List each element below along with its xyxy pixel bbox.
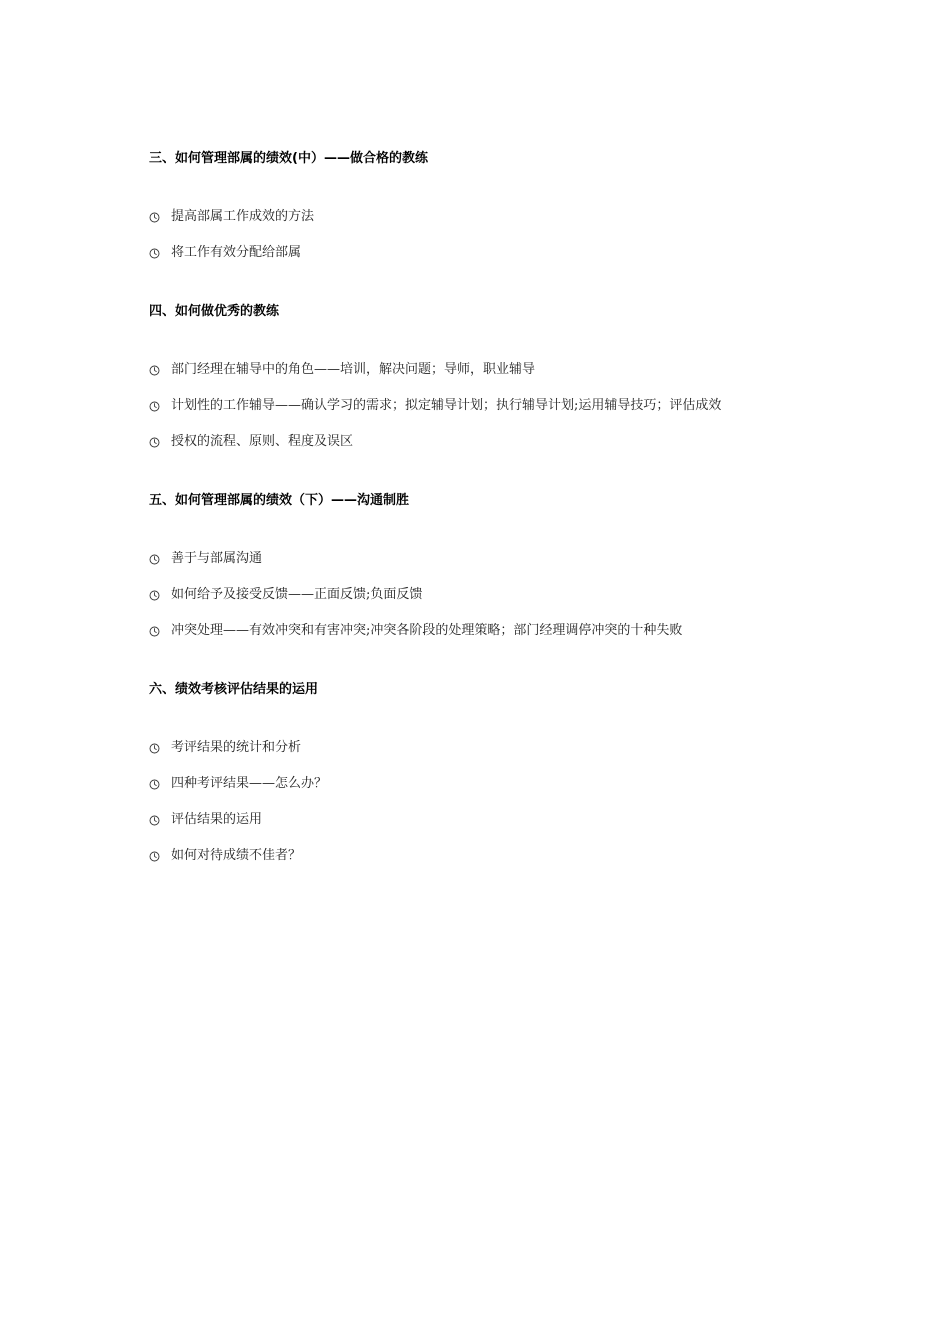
list-item-text: 冲突处理——有效冲突和有害冲突;冲突各阶段的处理策略；部门经理调停冲突的十种失败 (171, 623, 683, 638)
clock-bullet-icon (149, 212, 160, 223)
list-item (149, 433, 353, 451)
list-item-text: 善于与部属沟通 (171, 551, 263, 566)
clock-bullet-icon (149, 815, 160, 826)
list-item-text: 如何给予及接受反馈——正面反馈;负面反馈 (171, 587, 423, 602)
section-heading-5: 五、如何管理部属的绩效（下）——沟通制胜 (149, 493, 410, 508)
section-heading-3: 三、如何管理部属的绩效(中）——做合格的教练 (149, 151, 428, 166)
section-heading-4: 四、如何做优秀的教练 (149, 304, 280, 319)
list-item (149, 586, 422, 604)
clock-bullet-icon (149, 248, 160, 259)
clock-bullet-icon (149, 365, 160, 376)
list-item-text: 评估结果的运用 (171, 812, 263, 827)
clock-bullet-icon (149, 851, 160, 862)
list-item-text: 计划性的工作辅导——确认学习的需求；拟定辅导计划；执行辅导计划;运用辅导技巧；评估成效 (171, 398, 722, 413)
clock-bullet-icon (149, 626, 160, 637)
clock-bullet-icon (149, 590, 160, 601)
list-item-text: 四种考评结果——怎么办？ (171, 776, 328, 791)
clock-bullet-icon (149, 401, 160, 412)
list-item (149, 847, 301, 865)
section-heading-6: 六、绩效考核评估结果的运用 (149, 682, 319, 697)
list-item (149, 622, 682, 640)
list-item (149, 550, 262, 568)
list-item-text: 将工作有效分配给部属 (171, 245, 302, 260)
clock-bullet-icon (149, 779, 160, 790)
list-item-text: 提高部属工作成效的方法 (171, 209, 315, 224)
list-item-text: 部门经理在辅导中的角色——培训，解决问题；导师，职业辅导 (171, 362, 536, 377)
list-item (149, 361, 535, 379)
list-item (149, 739, 301, 757)
list-item (149, 397, 721, 415)
list-item-text: 授权的流程、原则、程度及误区 (171, 434, 354, 449)
clock-bullet-icon (149, 554, 160, 565)
list-item-text: 如何对待成绩不佳者？ (171, 848, 302, 863)
list-item (149, 775, 327, 793)
list-item (149, 244, 301, 262)
clock-bullet-icon (149, 743, 160, 754)
list-item (149, 811, 262, 829)
list-item (149, 208, 314, 226)
clock-bullet-icon (149, 437, 160, 448)
list-item-text: 考评结果的统计和分析 (171, 740, 302, 755)
